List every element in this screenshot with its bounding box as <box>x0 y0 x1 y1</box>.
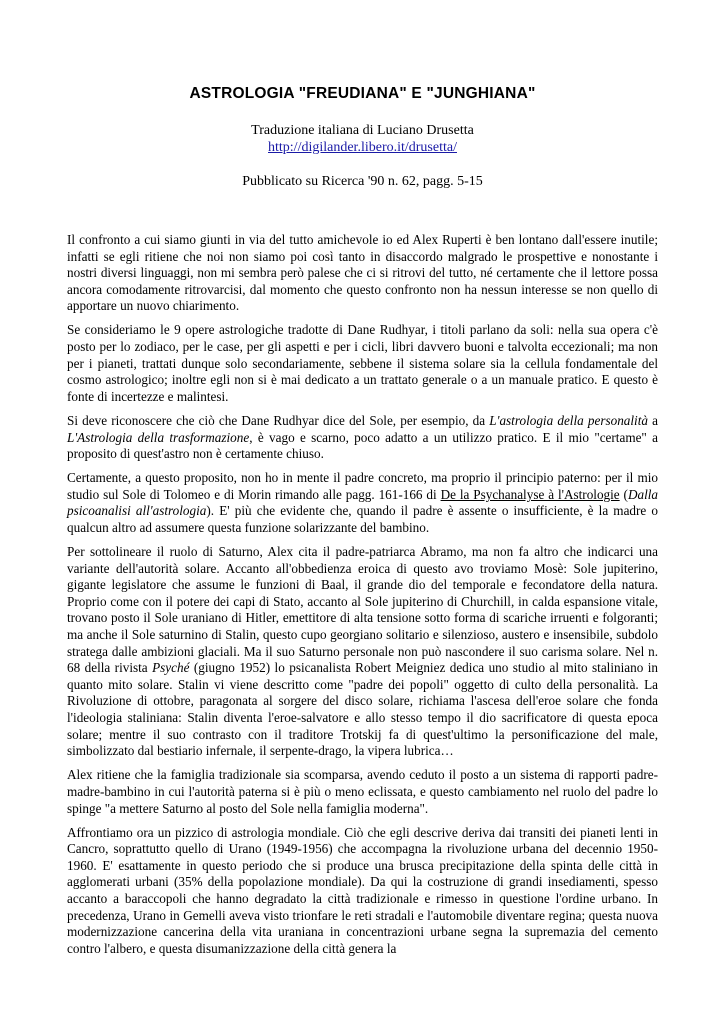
journal-title-psyche: Psyché <box>152 660 190 676</box>
paragraph-5-text-a: Per sottolineare il ruolo di Saturno, Alex cita il padre-patriarca Abramo, ma non fa altro che indicarci una variante dell'autorità solare. Accanto all'obbedienza eroica di questo avo troviamo Mosè: Sole jupiterino, gigante legislatore che assume le funzioni di Baal, il grande dio del temporale e fecondatore della natura. Proprio come con il potere dei capi di Stato, accanto al Sole jupiterino di Churchill, in calda espansione vitale, trovano posto il Sole uraniano di Hitler, emettitore di alta tensione sotto forma di scariche irruenti e folgoranti; ma anche il Sole saturnino di Stalin, questo cupo georgiano solitario e silenzioso, austero e insensibile, subdolo stratega dalle ambizioni glaciali. Ma il suo Saturno personale non può nascondere il suo carisma solare. Nel n. 68 della rivista <box>67 544 658 676</box>
book-title-trasformazione: L'Astrologia della trasformazione <box>67 429 250 445</box>
author-website-link[interactable]: http://digilander.libero.it/drusetta/ <box>268 140 457 155</box>
paragraph-3-text-e: , è vago e scarno, poco adatto a un utilizzo pratico. E il mio "certame" a proposito di quest'astro non è certamente chiuso. <box>67 429 658 462</box>
paragraph-5 <box>67 544 658 760</box>
article-body <box>67 232 658 957</box>
translation-credit: Traduzione italiana di Luciano Drusetta <box>251 123 474 138</box>
paragraph-3-text-c: a <box>647 412 658 428</box>
paragraph-3-text-a: Si deve riconoscere che ciò che Dane Rudhyar dice del Sole, per esempio, da <box>67 412 490 428</box>
paragraph-4-text-a: Certamente, a questo proposito, non ho in mente il padre concreto, ma proprio il principio paterno: per il mio studio sul Sole di Tolomeo e di Morin rimando alle pagg. 161-166 di <box>67 470 658 502</box>
paragraph-4-text-c: ( <box>619 486 628 502</box>
document-title: ASTROLOGIA "FREUDIANA" E "JUNGHIANA" <box>189 85 536 102</box>
paragraph-2: Se consideriamo le 9 opere astrologiche tradotte di Dane Rudhyar, i titoli parlano da soli: nella sua opera c'è posto per lo zodiaco, per le case, per gli aspetti e per i cicli, libri davvero buoni e talvolta eccezionali; ma non per i pianeti, trattati dunque solo secondariamente, sebbene il sistema solare sia la cellula fondamentale del cosmo astrologico; inoltre egli non si è mai dedicato a un trattato generale o a un manuale pratico. E questo è fonte di incertezze e malintesi. <box>67 322 658 404</box>
paragraph-5-text-c: (giugno 1952) lo psicanalista Robert Meigniez dedica uno studio al mito staliniano in quanto mito solare. Stalin vi viene descritto come "padre dei popoli" oggetto di culto della personalità. La Rivoluzione di ottobre, paragonata al sorgere del disco solare, richiama l'ascesa dell'eroe solare che fonda l'ideologia staliniana: Stalin diventa l'eroe-salvatore e allo stesso tempo il dio sacrificatore di questa epoca solare; mentre il suo contrasto con il traditore Trotskij fa di quest'ultimo la personificazione del male, simbolizzato dal bestiario infernale, il serpente-drago, la vipera lubrica… <box>67 660 658 759</box>
book-title-psychanalyse: De la Psychanalyse à l'Astrologie <box>440 486 620 502</box>
book-title-psicoanalisi: Dalla psicoanalisi all'astrologia <box>67 486 658 519</box>
document-meta <box>67 122 658 190</box>
paragraph-4 <box>67 470 658 536</box>
paragraph-1: Il confronto a cui siamo giunti in via del tutto amichevole io ed Alex Ruperti è ben lontano dall'essere inutile; infatti se egli ritiene che noi non siamo poi così tanto in disaccordo malgrado le prospettive e nonostante i nostri diversi linguaggi, non mi sembra però palese che ci si ritrovi del tutto, né certamente che il lettore possa ancora comodamente ritrovarcisi, dal momento che questo confronto non ha nessun interesse se non quello di apportare un nuovo chiarimento. <box>67 232 658 314</box>
paragraph-3 <box>67 413 658 463</box>
paragraph-4-text-e: ). E' più che evidente che, quando il padre è assente o insufficiente, è la madre o qualcun altro ad assumere questa funzione solarizzante del bambino. <box>67 503 658 535</box>
paragraph-6: Alex ritiene che la famiglia tradizionale sia scomparsa, avendo ceduto il posto a un sistema di rapporti padre-madre-bambino in cui l'autorità paterna si è più o meno eclissata, e questo cambiamento nel ruolo del padre lo spinge "a mettere Saturno al posto del Sole nella famiglia moderna". <box>67 767 658 816</box>
publication-info: Pubblicato su Ricerca '90 n. 62, pagg. 5-15 <box>242 174 483 189</box>
paragraph-7: Affrontiamo ora un pizzico di astrologia mondiale. Ciò che egli descrive deriva dai transiti dei pianeti lenti in Cancro, soprattutto quello di Urano (1949-1956) che accompagna la rivoluzione urbana del decennio 1950-1960. E' esattamente in questo periodo che si produce una brusca precipitazione della spinta delle città in agglomerati urbani (35% della popolazione mondiale). Da qui la costruzione di grandi insediamenti, spesso accanto a baraccopoli che hanno degradato la città tradizionale e rimesso in questione l'ordine urbano. In precedenza, Urano in Gemelli aveva visto trionfare le reti stradali e l'automobile diventare regina; questa nuova modernizzazione cancerina della vita uraniana in concentrazioni urbane segna la supremazia del cemento contro l'albero, e questa disumanizzazione della città genera la <box>67 824 658 956</box>
book-title-personalita: L'astrologia della personalità <box>489 412 648 428</box>
